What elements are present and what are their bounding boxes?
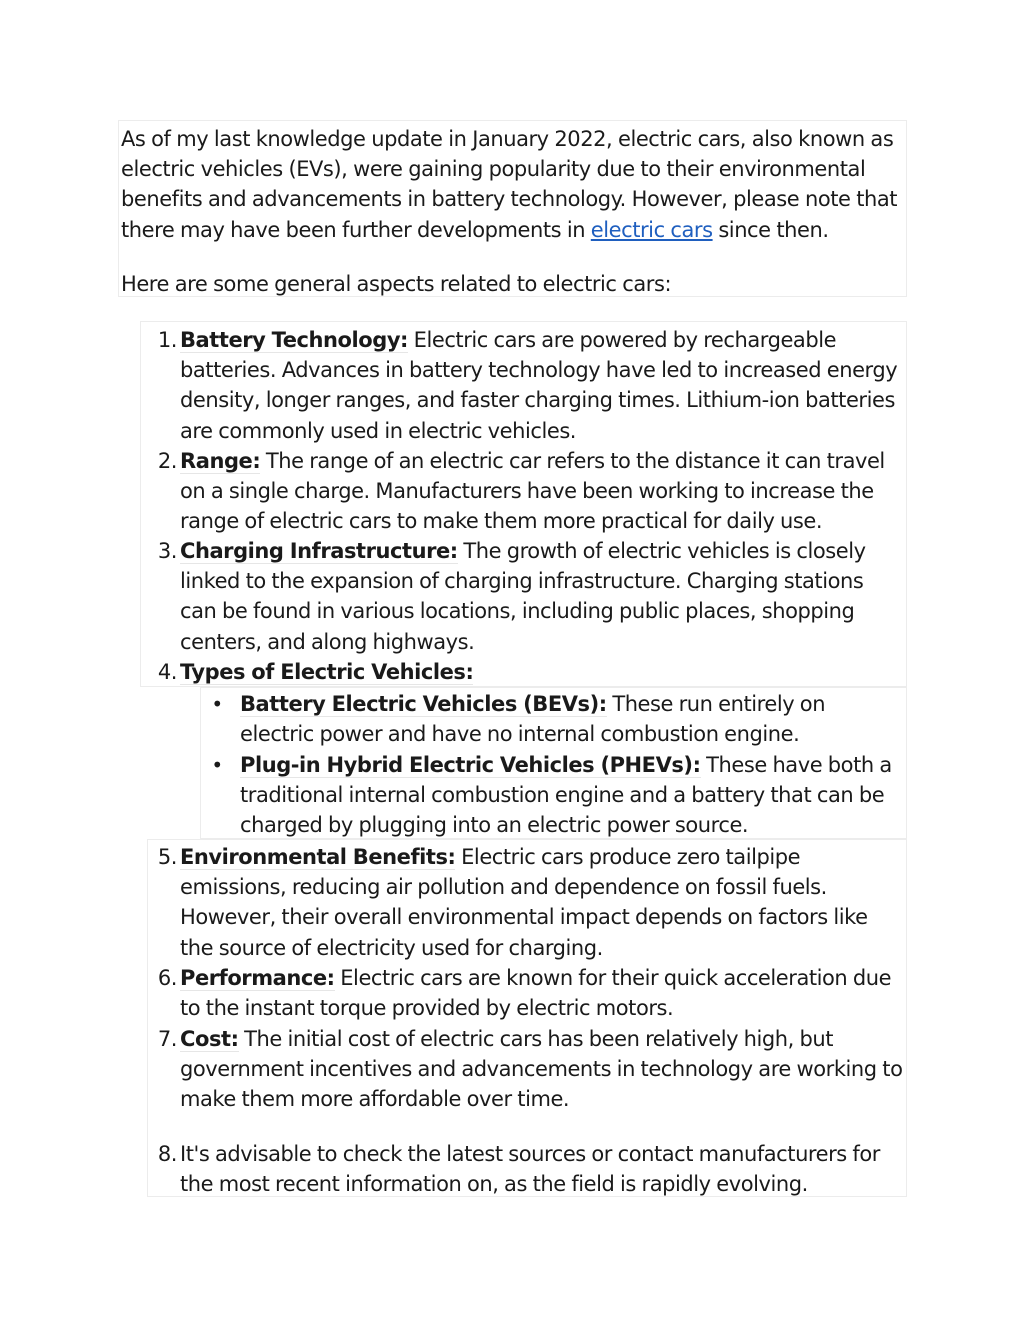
list-item-charging-infrastructure: [157, 536, 904, 657]
list-item-title: Battery Technology:: [180, 328, 409, 352]
list-item-text: Electric cars are powered by rechargeable batteries. Advances in battery technology have led to increased energy density, longer ranges, and faster charging times. Lithium-ion batteries are commonly used in electric vehicles.: [180, 328, 898, 443]
list-item-text: Electric cars are known for their quick acceleration due to the instant torque provided by electric motors.: [180, 966, 892, 1021]
list-item-environmental-benefits: [157, 842, 904, 963]
list-item-battery-technology: [157, 325, 904, 446]
list-number: 3.: [157, 539, 177, 563]
sublist-item-title: Battery Electric Vehicles (BEVs):: [240, 692, 607, 716]
list-number: 8.: [157, 1142, 177, 1166]
sublist-item-bevs: [211, 689, 904, 749]
list-item-text: The initial cost of electric cars has been relatively high, but government incentives and advancements in technology are working to make them more affordable over time.: [180, 1027, 903, 1112]
list-number: 1.: [157, 328, 177, 352]
list-item-text: It's advisable to check the latest sources or contact manufacturers for the most recent information on, as the field is rapidly evolving.: [180, 1142, 880, 1197]
list-item-advisory: [157, 1139, 904, 1199]
list-item-title: Environmental Benefits:: [180, 845, 456, 869]
list-number: 2.: [157, 449, 177, 473]
list-number: 6.: [157, 966, 177, 990]
intro-paragraph: [121, 124, 907, 245]
list-item-title: Types of Electric Vehicles:: [180, 660, 474, 684]
sublist-item-text: These run entirely on electric power and have no internal combustion engine.: [240, 692, 826, 747]
intro-section: [118, 120, 907, 297]
list-item-types-of-electric-vehicles: [157, 657, 904, 687]
list-item-text: Electric cars produce zero tailpipe emissions, reducing air pollution and dependence on fossil fuels. However, their overall environmental impact depends on factors like the source of electricity used for charging.: [180, 845, 868, 960]
list-number: 5.: [157, 845, 177, 869]
sublist-item-text: These have both a traditional internal combustion engine and a battery that can be charged by plugging into an electric power source.: [240, 753, 892, 838]
list-item-text: The growth of electric vehicles is closely linked to the expansion of charging infrastructure. Charging stations can be found in various locations, including public places, shopping centers, and along highways.: [180, 539, 866, 654]
list-number: 4.: [157, 660, 177, 684]
list-item-title: Charging Infrastructure:: [180, 539, 458, 563]
list-item-title: Range:: [180, 449, 261, 473]
electric-cars-link[interactable]: electric cars: [590, 217, 713, 242]
list-item-cost: [157, 1024, 904, 1115]
intro-text-after: since then.: [712, 217, 829, 242]
list-item-performance: [157, 963, 904, 1023]
list-number: 7.: [157, 1027, 177, 1051]
bullet-icon: •: [211, 692, 223, 716]
intro-lead-in: Here are some general aspects related to electric cars:: [121, 272, 672, 296]
list-item-title: Performance:: [180, 966, 335, 990]
sublist-item-phevs: [211, 750, 904, 841]
list-item-text: The range of an electric car refers to the distance it can travel on a single charge. Manufacturers have been working to increase the range of electric cars to make them more practical for daily use.: [180, 449, 885, 534]
list-item-title: Cost:: [180, 1027, 239, 1051]
list-item-range: [157, 446, 904, 537]
bullet-icon: •: [211, 753, 223, 777]
intro-text-before: As of my last knowledge update in January 2022, electric cars, also known as electric vehicles (EVs), were gaining popularity due to their environmental benefits and advancements in battery technology. However, please note that there may have been further developments in: [121, 127, 898, 242]
sublist-item-title: Plug-in Hybrid Electric Vehicles (PHEVs):: [240, 753, 701, 777]
